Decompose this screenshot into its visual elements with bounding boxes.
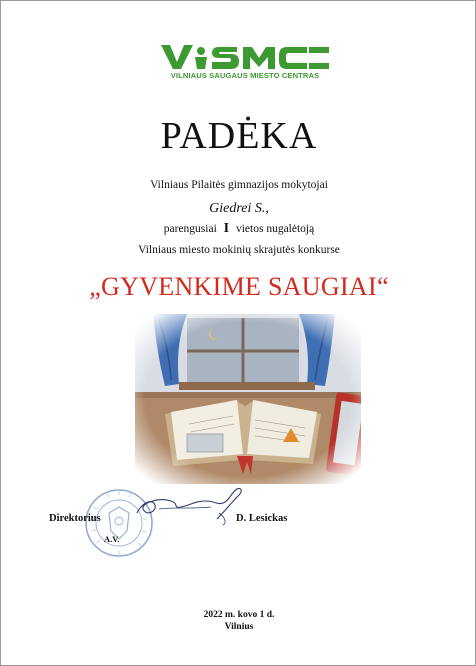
- signature-area: [1, 479, 476, 569]
- av-label: A.V.: [104, 534, 120, 544]
- achievement-suffix: vietos nugalėtoją: [235, 223, 315, 235]
- director-name: D. Lesickas: [236, 513, 288, 524]
- achievement-prefix: parengusiai: [163, 223, 217, 235]
- intro-line: Vilniaus Pilaitės gimnazijos mokytojai: [150, 179, 328, 191]
- book-window-illustration: [135, 314, 361, 484]
- logo-subtitle: VILNIAUS SAUGAUS MIESTO CENTRAS: [170, 71, 320, 80]
- issue-date: 2022 m. kovo 1 d.: [203, 610, 275, 620]
- contest-name: „GYVENKIME SAUGIAI“: [89, 272, 389, 301]
- director-signature-icon: [119, 479, 249, 529]
- achievement-line: [1, 221, 476, 237]
- issue-city: Vilnius: [224, 622, 254, 632]
- contest-intro-line: Vilniaus miesto mokinių skrajutės konkurse: [138, 244, 340, 256]
- place-number: I: [223, 221, 230, 236]
- recipient-name: Giedrei S.,: [209, 201, 269, 216]
- vsmc-logo: [159, 43, 331, 83]
- logo-mark-icon: [159, 43, 331, 71]
- director-role-label: Direktorius: [49, 513, 101, 524]
- certificate-title: PADĖKA: [160, 115, 318, 157]
